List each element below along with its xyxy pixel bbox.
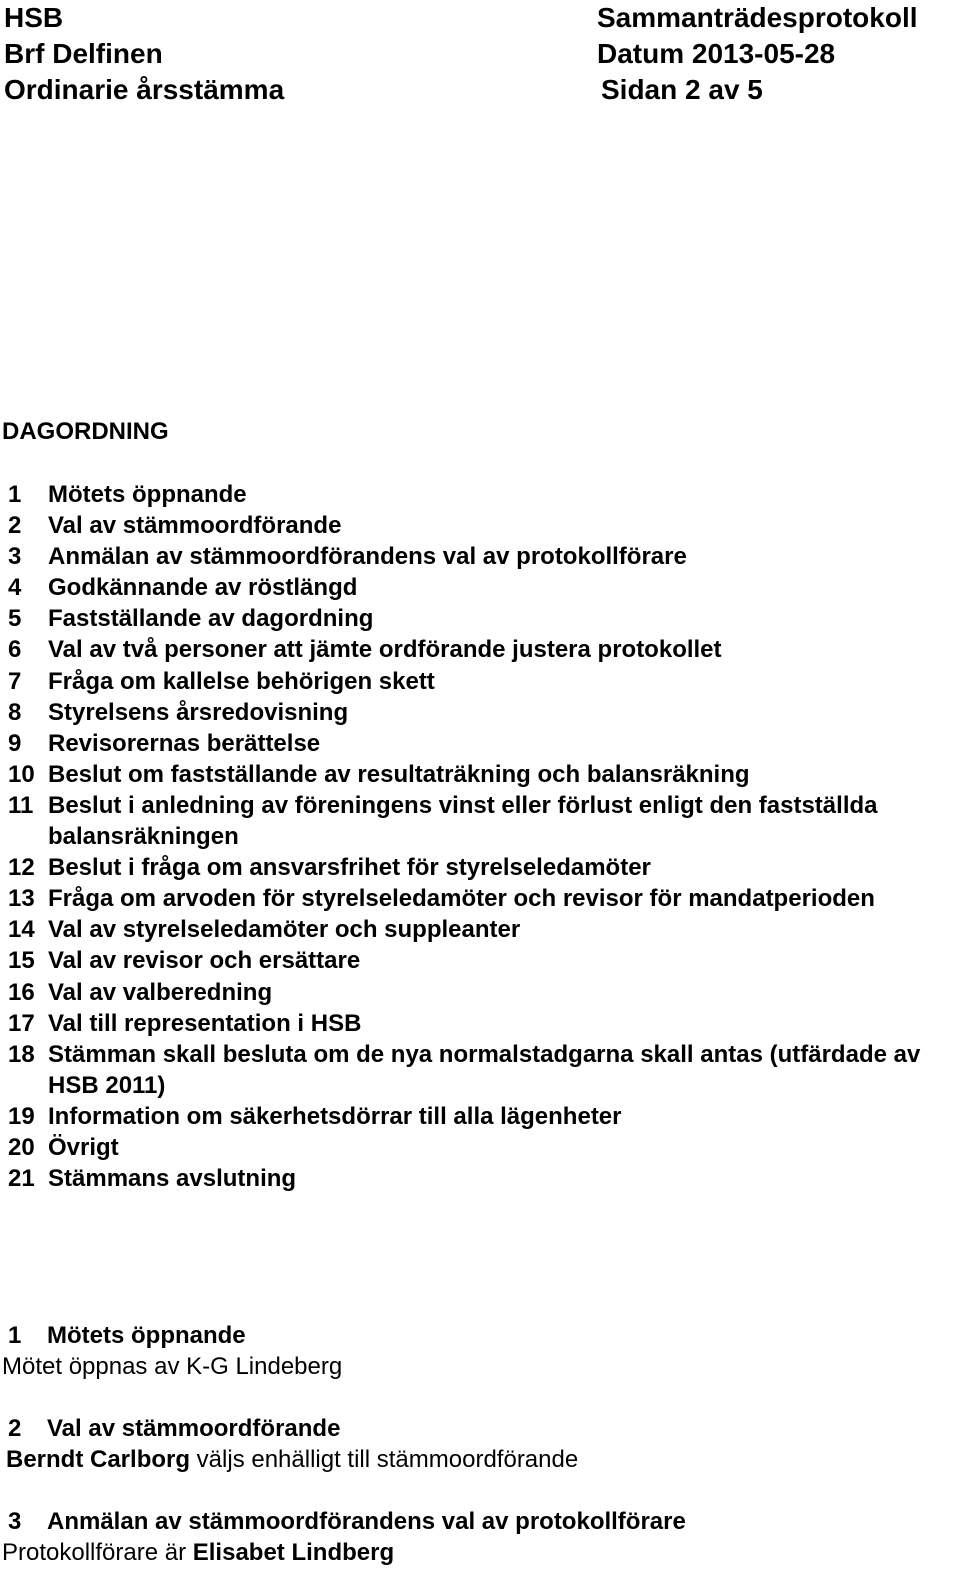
agenda-item-number: 17 [8, 1009, 35, 1037]
agenda-item [8, 852, 958, 883]
agenda-item-number: 16 [8, 978, 35, 1006]
agenda-item-number: 9 [8, 729, 22, 757]
section-body [0, 1444, 958, 1475]
section-body-text: väljs enhälligt till stämmoordförande [190, 1446, 579, 1473]
agenda-item [8, 790, 958, 852]
agenda-item [8, 479, 958, 510]
agenda-item-text: Information om säkerhetsdörrar till alla lägenheter [48, 1102, 622, 1130]
section-heading [0, 1413, 958, 1444]
agenda-item [8, 1008, 958, 1039]
agenda-item-text: Godkännande av röstlängd [48, 574, 358, 602]
page-number: Sidan 2 av 5 [601, 74, 763, 105]
section-title: Anmälan av stämmoordförandens val av protokollförare [47, 1508, 686, 1535]
agenda-item-number: 19 [8, 1102, 35, 1130]
agenda-item-text: Beslut om fastställande av resultaträkning och balansräkning [48, 760, 750, 788]
agenda-item-text: Övrigt [48, 1133, 119, 1161]
agenda-item [8, 728, 958, 759]
agenda-item [8, 634, 958, 665]
agenda-item [8, 572, 958, 603]
section-number: 1 [8, 1322, 22, 1349]
agenda-title: DAGORDNING [2, 418, 169, 445]
secretary-name: Elisabet Lindberg [192, 1539, 395, 1566]
section-number: 2 [8, 1415, 22, 1442]
agenda-item-number: 1 [8, 481, 22, 508]
agenda-item-number: 13 [8, 885, 35, 913]
agenda-item-text: Beslut i fråga om ansvarsfrihet för styrelseledamöter [48, 854, 651, 882]
association-name: Brf Delfinen [4, 38, 163, 69]
section-body [0, 1351, 958, 1382]
agenda-item-number: 3 [8, 543, 22, 571]
agenda-item-text: Mötets öppnande [48, 481, 247, 508]
section-body [0, 1537, 958, 1568]
agenda-item-number: 18 [8, 1040, 35, 1068]
agenda-item [8, 603, 958, 634]
agenda-item-text: Fråga om kallelse behörigen skett [48, 667, 435, 695]
section-title: Mötets öppnande [47, 1322, 246, 1349]
agenda-item-number: 7 [8, 667, 22, 695]
document-date: Datum 2013-05-28 [597, 38, 836, 69]
agenda-item [8, 666, 958, 697]
agenda-item-number: 20 [8, 1133, 35, 1161]
agenda-item-text: Val av stämmoordförande [48, 512, 342, 540]
agenda-item [8, 883, 958, 914]
agenda-item-number: 21 [8, 1165, 35, 1193]
header-left [4, 0, 284, 108]
agenda-item-text: Stämman skall besluta om de nya normalstadgarna skall antas (utfärdade av HSB 2011) [48, 1040, 921, 1099]
agenda-item [8, 1101, 958, 1132]
agenda-item-text: Anmälan av stämmoordförandens val av protokollförare [48, 543, 687, 571]
agenda-item-text: Beslut i anledning av föreningens vinst eller förlust enligt den fastställda balansräkningen [48, 791, 878, 851]
agenda-item-number: 6 [8, 636, 22, 664]
agenda-item-number: 12 [8, 854, 35, 882]
section-1 [0, 1320, 958, 1382]
section-number: 3 [8, 1508, 22, 1535]
agenda-item-number: 8 [8, 698, 22, 726]
agenda-item [8, 1039, 958, 1101]
agenda-item-text: Val till representation i HSB [48, 1009, 362, 1037]
header-right [597, 0, 918, 108]
agenda-item-text: Revisorernas berättelse [48, 729, 321, 757]
agenda-item-text: Val av två personer att jämte ordförande justera protokollet [48, 636, 722, 664]
agenda-item [8, 541, 958, 572]
agenda-item [8, 1132, 958, 1163]
agenda-item-number: 14 [8, 916, 35, 944]
section-title: Val av stämmoordförande [47, 1415, 341, 1442]
agenda-item [8, 510, 958, 541]
agenda-item-number: 4 [8, 574, 22, 602]
agenda-item-number: 10 [8, 760, 35, 788]
section-2 [0, 1413, 958, 1475]
agenda-item-number: 11 [8, 791, 34, 819]
agenda-item-number: 15 [8, 947, 35, 975]
section-heading [0, 1506, 958, 1537]
agenda-item [8, 945, 958, 976]
agenda-item-text: Fråga om arvoden för styrelseledamöter och revisor för mandatperioden [48, 885, 875, 913]
agenda-item [8, 1163, 958, 1194]
section-heading [0, 1320, 958, 1351]
agenda-item-text: Styrelsens årsredovisning [48, 698, 349, 726]
agenda-list [8, 479, 958, 1194]
agenda-item [8, 977, 958, 1008]
meeting-type: Ordinarie årsstämma [4, 74, 285, 105]
document-type: Sammanträdesprotokoll [597, 2, 918, 33]
section-body-text: Mötet öppnas av K-G Lindeberg [2, 1353, 343, 1380]
agenda-item-number: 2 [8, 512, 22, 540]
section-3 [0, 1506, 958, 1568]
agenda-item-number: 5 [8, 605, 22, 633]
agenda-item-text: Stämmans avslutning [48, 1165, 297, 1193]
chairperson-name: Berndt Carlborg [6, 1446, 191, 1473]
agenda-item-text: Val av revisor och ersättare [48, 947, 361, 975]
agenda-item-text: Fastställande av dagordning [48, 605, 374, 633]
agenda-item [8, 914, 958, 945]
agenda-item-text: Val av styrelseledamöter och suppleanter [48, 916, 521, 944]
agenda-item [8, 697, 958, 728]
section-body-text: Protokollförare är [2, 1539, 193, 1566]
org-name: HSB [4, 2, 64, 33]
agenda-item-text: Val av valberedning [48, 978, 273, 1006]
agenda-item [8, 759, 958, 790]
